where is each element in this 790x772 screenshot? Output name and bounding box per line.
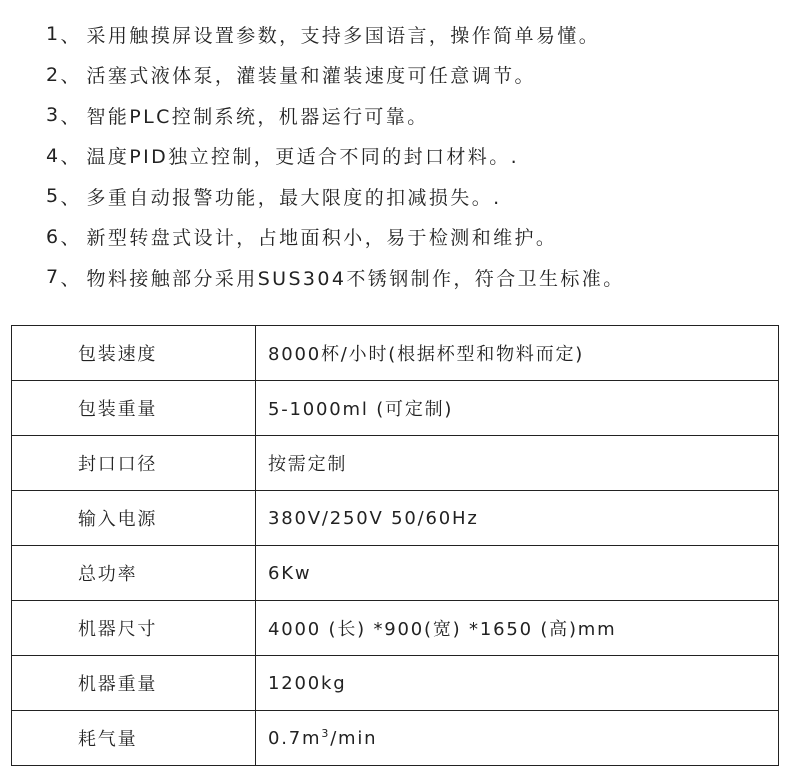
spec-table xyxy=(11,325,779,766)
spec-label: 输入电源 xyxy=(12,491,256,546)
table-row xyxy=(12,326,779,381)
feature-text: 多重自动报警功能，最大限度的扣减损失。. xyxy=(86,186,502,209)
feature-list xyxy=(46,14,786,298)
spec-label: 机器重量 xyxy=(12,656,256,711)
feature-separator: 、 xyxy=(60,105,82,128)
feature-item xyxy=(46,257,786,298)
feature-number: 5 xyxy=(46,185,61,208)
feature-number: 6 xyxy=(46,225,61,248)
spec-value-suffix: /min xyxy=(330,727,378,749)
feature-separator: 、 xyxy=(60,227,82,250)
spec-value: 4000 (长) *900(宽) *1650 (高)mm xyxy=(256,601,779,656)
spec-value: 按需定制 xyxy=(256,436,779,491)
feature-number: 2 xyxy=(46,63,61,86)
feature-text: 采用触摸屏设置参数，支持多国语言，操作简单易懂。 xyxy=(86,24,601,47)
feature-number: 3 xyxy=(46,104,61,127)
feature-separator: 、 xyxy=(60,24,82,47)
feature-number: 1 xyxy=(46,23,61,46)
spec-label: 封口口径 xyxy=(12,436,256,491)
spec-value xyxy=(256,711,779,766)
feature-item xyxy=(46,14,786,55)
table-row xyxy=(12,546,779,601)
spec-label: 耗气量 xyxy=(12,711,256,766)
feature-item xyxy=(46,217,786,258)
spec-value: 5-1000ml (可定制) xyxy=(256,381,779,436)
feature-item xyxy=(46,55,786,96)
spec-value: 6Kw xyxy=(256,546,779,601)
table-row xyxy=(12,436,779,491)
feature-separator: 、 xyxy=(60,146,82,169)
feature-item xyxy=(46,95,786,136)
feature-separator: 、 xyxy=(60,65,82,88)
table-row xyxy=(12,656,779,711)
feature-item xyxy=(46,176,786,217)
spec-value: 1200kg xyxy=(256,656,779,711)
feature-number: 7 xyxy=(46,266,61,289)
feature-separator: 、 xyxy=(60,267,82,290)
feature-text: 物料接触部分采用SUS304不锈钢制作，符合卫生标准。 xyxy=(86,267,625,290)
spec-value: 8000杯/小时(根据杯型和物料而定) xyxy=(256,326,779,381)
table-row xyxy=(12,381,779,436)
table-row xyxy=(12,711,779,766)
feature-text: 新型转盘式设计，占地面积小，易于检测和维护。 xyxy=(86,227,558,250)
feature-text: 温度PID独立控制，更适合不同的封口材料。. xyxy=(86,146,520,169)
spec-value: 380V/250V 50/60Hz xyxy=(256,491,779,546)
spec-value-superscript: 3 xyxy=(321,726,331,740)
feature-number: 4 xyxy=(46,144,61,167)
spec-value-prefix: 0.7m xyxy=(268,727,322,749)
spec-label: 包装重量 xyxy=(12,381,256,436)
spec-label: 包装速度 xyxy=(12,326,256,381)
feature-item xyxy=(46,136,786,177)
feature-separator: 、 xyxy=(60,186,82,209)
spec-label: 机器尺寸 xyxy=(12,601,256,656)
spec-label: 总功率 xyxy=(12,546,256,601)
table-row xyxy=(12,601,779,656)
table-row xyxy=(12,491,779,546)
feature-text: 活塞式液体泵，灌装量和灌装速度可任意调节。 xyxy=(86,65,536,88)
feature-text: 智能PLC控制系统，机器运行可靠。 xyxy=(86,105,429,128)
